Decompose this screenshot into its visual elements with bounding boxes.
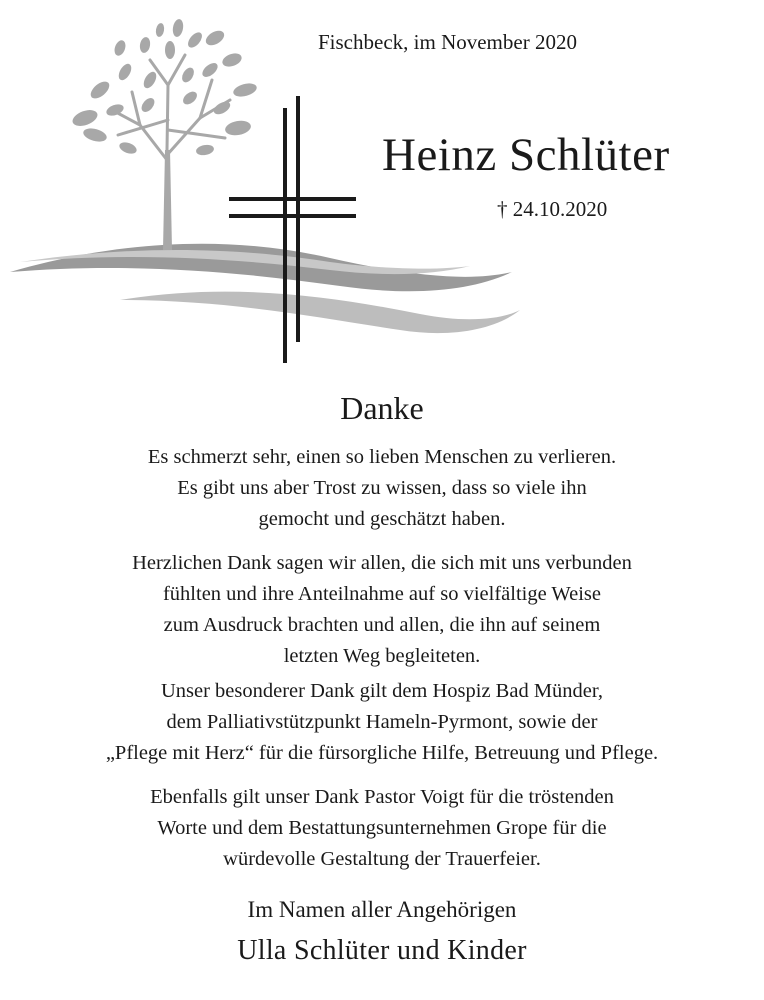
text-line: Herzlichen Dank sagen wir allen, die sich mit uns verbunden <box>132 552 632 574</box>
text-line: zum Ausdruck brachten und allen, die ihn auf seinem <box>163 614 601 636</box>
danke-heading: Danke <box>340 390 424 426</box>
death-date: † 24.10.2020 <box>497 197 608 221</box>
text-line: Es gibt uns aber Trost zu wissen, dass so viele ihn <box>177 477 587 499</box>
text-line: letzten Weg begleiteten. <box>283 645 481 667</box>
place-date: Fischbeck, im November 2020 <box>318 30 577 54</box>
text-line: würdevolle Gestaltung der Trauerfeier. <box>223 848 541 870</box>
signature-intro: Im Namen aller Angehörigen <box>247 897 517 922</box>
landscape-waves-icon <box>10 244 520 333</box>
paragraph-4 <box>0 782 764 875</box>
text-line: Ebenfalls gilt unser Dank Pastor Voigt für die tröstenden <box>150 786 614 808</box>
text-line: gemocht und geschätzt haben. <box>258 508 506 530</box>
paragraph-1 <box>0 442 764 535</box>
text-line: Worte und dem Bestattungsunternehmen Grope für die <box>157 817 607 839</box>
paragraph-3 <box>0 676 764 769</box>
text-line: Unser besonderer Dank gilt dem Hospiz Bad Münder, <box>160 680 604 702</box>
text-line: Es schmerzt sehr, einen so lieben Menschen zu verlieren. <box>147 446 617 468</box>
deceased-name: Heinz Schlüter <box>382 129 670 181</box>
text-line: „Pflege mit Herz“ für die fürsorgliche Hilfe, Betreuung und Pflege. <box>105 742 659 764</box>
artwork <box>0 0 764 380</box>
text-line: fühlten und ihre Anteilnahme auf so vielfältige Weise <box>162 583 602 605</box>
signature-names: Ulla Schlüter und Kinder <box>237 935 527 966</box>
paragraph-2 <box>0 548 764 672</box>
text-line: dem Palliativstützpunkt Hameln-Pyrmont, sowie der <box>166 711 598 733</box>
cross-icon <box>229 96 356 363</box>
